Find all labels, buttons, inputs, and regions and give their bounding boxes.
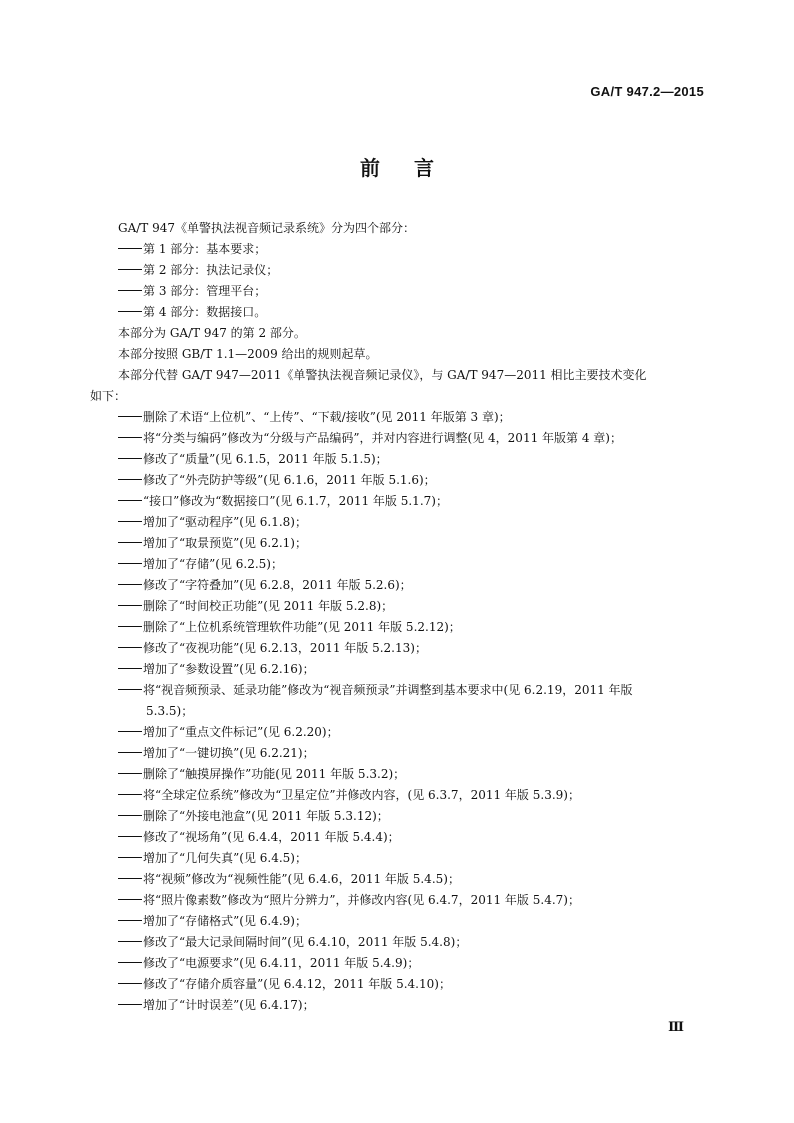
dash-mark	[118, 941, 142, 943]
change-item: 修改了“电源要求”(见 6.4.11，2011 年版 5.4.9)；	[118, 953, 708, 974]
change-item: 修改了“夜视功能”(见 6.2.13，2011 年版 5.2.13)；	[118, 638, 708, 659]
change-item: 修改了“存储介质容量”(见 6.4.12，2011 年版 5.4.10)；	[118, 974, 708, 995]
dash-mark	[118, 899, 142, 901]
dash-mark	[118, 920, 142, 922]
dash-mark	[118, 500, 142, 502]
dash-mark	[118, 752, 142, 754]
change-item: 增加了“几何失真”(见 6.4.5)；	[118, 848, 708, 869]
change-item: 增加了“驱动程序”(见 6.1.8)；	[118, 512, 708, 533]
change-item: 修改了“质量”(见 6.1.5，2011 年版 5.1.5)；	[118, 449, 708, 470]
part-list-item: 第 1 部分：基本要求；	[118, 239, 708, 260]
dash-mark	[118, 563, 142, 565]
change-item-long: 将“视音频预录、延录功能”修改为“视音频预录”并调整到基本要求中(见 6.2.19，2011 年版	[118, 680, 708, 701]
change-item: 增加了“重点文件标记”(见 6.2.20)；	[118, 722, 708, 743]
dash-mark	[118, 248, 142, 250]
dash-mark	[118, 689, 142, 691]
dash-mark	[118, 521, 142, 523]
change-item: 增加了“一键切换”(见 6.2.21)；	[118, 743, 708, 764]
change-item: 增加了“存储格式”(见 6.4.9)；	[118, 911, 708, 932]
dash-mark	[118, 983, 142, 985]
dash-mark	[118, 479, 142, 481]
dash-mark	[118, 269, 142, 271]
replace-para-line1: 本部分代替 GA/T 947—2011《单警执法视音频记录仪》，与 GA/T 947—2011 相比主要技术变化	[118, 368, 647, 382]
change-item: 修改了“视场角”(见 6.4.4，2011 年版 5.4.4)；	[118, 827, 708, 848]
change-item: 将“全球定位系统”修改为“卫星定位”并修改内容，(见 6.3.7，2011 年版 5.3.9)；	[118, 785, 708, 806]
dash-mark	[118, 668, 142, 670]
changes-list	[118, 407, 708, 1016]
change-item: 修改了“字符叠加”(见 6.2.8，2011 年版 5.2.6)；	[118, 575, 708, 596]
change-item: 删除了术语“上位机”、“上传”、“下载/接收”(见 2011 年版第 3 章)；	[118, 407, 708, 428]
dash-mark	[118, 962, 142, 964]
dash-mark	[118, 416, 142, 418]
change-item: 增加了“取景预览”(见 6.2.1)；	[118, 533, 708, 554]
dash-mark	[118, 815, 142, 817]
part-list-item: 第 3 部分：管理平台；	[118, 281, 708, 302]
dash-mark	[118, 731, 142, 733]
dash-mark	[118, 794, 142, 796]
dash-mark	[118, 437, 142, 439]
page-number: Ⅲ	[668, 1020, 684, 1035]
change-item: 将“视频”修改为“视频性能”(见 6.4.6，2011 年版 5.4.5)；	[118, 869, 708, 890]
change-item: 删除了“时间校正功能”(见 2011 年版 5.2.8)；	[118, 596, 708, 617]
change-item: 修改了“最大记录间隔时间”(见 6.4.10，2011 年版 5.4.8)；	[118, 932, 708, 953]
dash-mark	[118, 773, 142, 775]
intro-line: 本部分为 GA/T 947 的第 2 部分。	[118, 326, 306, 340]
dash-mark	[118, 836, 142, 838]
part-list-item: 第 2 部分：执法记录仪；	[118, 260, 708, 281]
change-item: 增加了“计时误差”(见 6.4.17)；	[118, 995, 708, 1016]
dash-mark	[118, 290, 142, 292]
change-item: 增加了“存储”(见 6.2.5)；	[118, 554, 708, 575]
change-item: “接口”修改为“数据接口”(见 6.1.7，2011 年版 5.1.7)；	[118, 491, 708, 512]
replace-para-line2: 如下：	[90, 389, 127, 403]
change-item: 修改了“外壳防护等级”(见 6.1.6，2011 年版 5.1.6)；	[118, 470, 708, 491]
part-list-item: 第 4 部分：数据接口。	[118, 302, 708, 323]
dash-mark	[118, 647, 142, 649]
change-item: 删除了“触摸屏操作”功能(见 2011 年版 5.3.2)；	[118, 764, 708, 785]
dash-mark	[118, 878, 142, 880]
change-item: 删除了“上位机系统管理软件功能”(见 2011 年版 5.2.12)；	[118, 617, 708, 638]
intro-line: GA/T 947《单警执法视音频记录系统》分为四个部分：	[118, 221, 416, 235]
dash-mark	[118, 857, 142, 859]
change-item: 将“分类与编码”修改为“分级与产品编码”，并对内容进行调整(见 4，2011 年版第 4 章)；	[118, 428, 708, 449]
dash-mark	[118, 626, 142, 628]
change-item-long-continuation: 5.3.5)；	[146, 704, 194, 718]
intro-line: 本部分按照 GB/T 1.1—2009 给出的规则起草。	[118, 347, 378, 361]
dash-mark	[118, 1004, 142, 1006]
foreword-body	[90, 218, 708, 1016]
dash-mark	[118, 584, 142, 586]
dash-mark	[118, 311, 142, 313]
change-item: 删除了“外接电池盒”(见 2011 年版 5.3.12)；	[118, 806, 708, 827]
change-item: 增加了“参数设置”(见 6.2.16)；	[118, 659, 708, 680]
dash-mark	[118, 458, 142, 460]
dash-mark	[118, 542, 142, 544]
document-code: GA/T 947.2—2015	[590, 84, 704, 99]
change-item: 将“照片像素数”修改为“照片分辨力”，并修改内容(见 6.4.7，2011 年版 5.4.7)；	[118, 890, 708, 911]
page-title: 前言	[360, 156, 468, 180]
dash-mark	[118, 605, 142, 607]
